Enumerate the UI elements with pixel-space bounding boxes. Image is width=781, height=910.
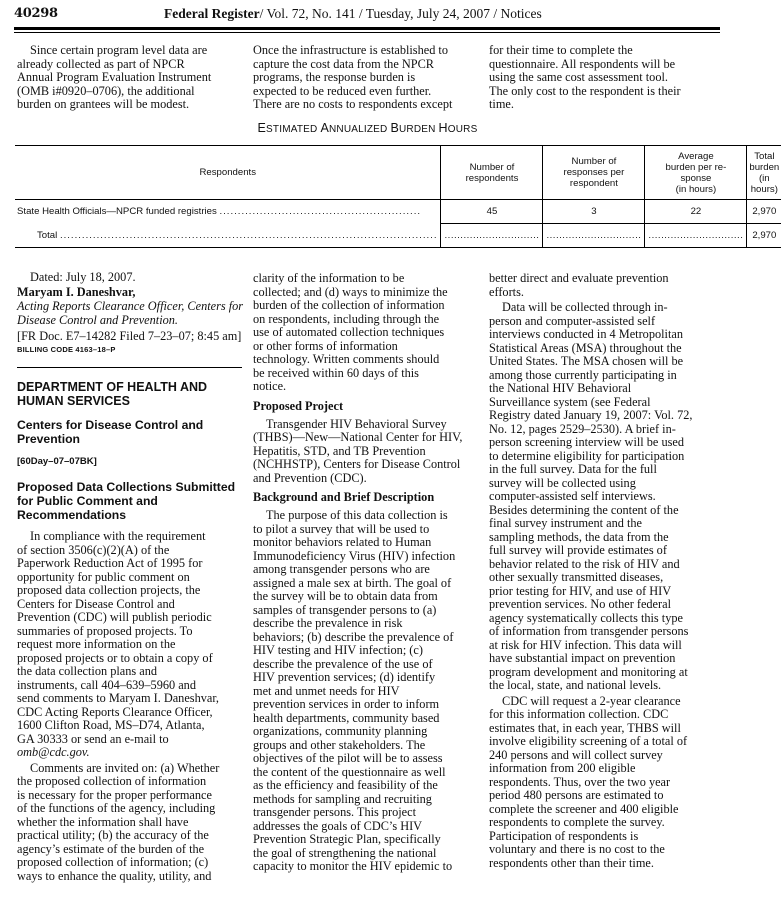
text-line: voluntary and there is no cost to the — [489, 842, 665, 856]
text-line: samples of transgender persons to (a) — [253, 602, 437, 617]
text-line: have substantial impact on prevention — [489, 651, 676, 665]
heading-proposed-project: Proposed Project — [253, 398, 344, 413]
top-column-3 — [489, 44, 719, 112]
text-line: met and unmet needs for HIV — [253, 683, 400, 698]
billing-code: BILLING CODE 4163–18–P — [17, 345, 116, 354]
text-line: the data collection plans and — [17, 664, 157, 678]
text-line: other sexually transmitted diseases, — [489, 570, 664, 584]
text-line: groups and other stakeholders. The — [253, 737, 426, 752]
cell-total-number-of-respondents: .............................. — [441, 224, 543, 248]
text-line: United States. The MSA chosen will be — [489, 354, 684, 368]
text-line: Besides determining the content of the — [489, 502, 679, 517]
text-line: prevention services in order to inform — [253, 697, 440, 711]
text-line: use of automated collection techniques — [253, 325, 445, 339]
text-line: time. — [489, 97, 514, 111]
header-rule-thick — [14, 27, 720, 30]
text-line: Prevention (CDC) will publish periodic — [17, 610, 212, 624]
text-line: as the efficiency and feasibility of the — [253, 778, 438, 792]
caption-initial: B — [390, 121, 399, 135]
text-line: describe the prevalence in risk — [253, 616, 403, 630]
text-line: send comments to Maryam I. Daneshvar, — [17, 691, 220, 705]
text-line: methods for sampling and recruiting — [253, 791, 432, 806]
paragraph-compliance — [17, 530, 247, 746]
text-line: burden on grantees will be modest. — [17, 97, 190, 111]
text-line: for their time to complete the — [489, 43, 633, 57]
text-line: at risk for HIV infection. This data will — [489, 637, 682, 652]
caption-initial: H — [438, 121, 448, 135]
cell-total-burden: 2,970 — [747, 200, 781, 224]
text-line: clarity of the information to be — [253, 271, 405, 285]
text-line: the local, state, and national levels. — [489, 678, 662, 692]
paragraph-project-description — [253, 418, 485, 486]
cell-total-burden-total: 2,970 — [747, 224, 781, 248]
text-line: HIV testing and HIV infection; (c) — [253, 643, 423, 657]
text-line: CDC Acting Reports Clearance Officer, — [17, 704, 213, 719]
text-line: is necessary for the proper performance — [17, 787, 212, 802]
cell-respondents: State Health Officials—NPCR funded registries ....................................................... — [17, 206, 422, 218]
page-header — [14, 3, 720, 33]
text-line: ways to enhance the quality, utility, and — [17, 868, 212, 883]
text-line: among those currently participating in — [489, 367, 677, 382]
text-line: Centers for Disease Control and — [17, 596, 175, 611]
text-line: The purpose of this data collection is — [266, 508, 448, 522]
text-line: in the full survey. Data for the full — [489, 462, 657, 476]
text-line: to pilot a survey that will be used to — [253, 521, 430, 536]
text-line: agency systematically collects this type — [489, 610, 683, 625]
table-header-row — [15, 146, 781, 200]
paragraph-comments-continued — [253, 272, 485, 394]
paragraph-data-collection — [489, 301, 721, 693]
heading-background: Background and Brief Description — [253, 490, 435, 504]
publication-name: Federal Register — [164, 6, 260, 21]
text-line: technology. Written comments should — [253, 352, 440, 366]
signer-name: Maryam I. Daneshvar, — [17, 285, 136, 299]
page-number: 40298 — [14, 6, 58, 21]
text-line: Prevention Strategic Plan, specifically — [253, 832, 441, 846]
cell-average-burden: 22 — [645, 200, 747, 224]
text-line: full survey will provide estimates of — [489, 543, 667, 557]
text-line: proposed data collection projects, the — [17, 583, 201, 597]
text-line: complete the screener and 400 eligible — [489, 801, 679, 816]
text-line: respondents. Thus, over the two year — [489, 774, 671, 789]
email-link[interactable]: omb@cdc.gov. — [17, 745, 90, 759]
text-line: (OMB i#0920–0706), the additional — [17, 83, 195, 98]
text-line: the National HIV Behavioral — [489, 381, 632, 395]
text-line: expected to be reduced even further. — [253, 83, 432, 98]
cell-responses-per-respondent: 3 — [543, 200, 645, 224]
text-line: and Prevention (CDC). — [253, 470, 367, 485]
text-line: objectives of the pilot will be to assess — [253, 751, 443, 765]
text-line: to determine eligibility for participation — [489, 448, 685, 463]
text-line: information from 200 eligible — [489, 761, 636, 775]
text-line: Participation of respondents is — [489, 828, 639, 843]
text-line: respondents to complete the survey. — [489, 815, 665, 829]
text-line: request more information on the — [17, 637, 176, 651]
text-line: person screening interview will be used — [489, 435, 684, 449]
subagency-name: Centers for Disease Control and Prevention — [17, 418, 204, 446]
caption-smallcaps: OURS — [447, 124, 478, 135]
text-line: 240 persons and will collect survey — [489, 747, 663, 762]
header-respondents: Respondents — [15, 146, 441, 200]
text-line: summaries of proposed projects. To — [17, 623, 193, 638]
text-line: on respondents, including through the — [253, 311, 440, 326]
signer-title-line-1: Acting Reports Clearance Officer, Centers for — [17, 299, 244, 313]
text-line: monitor behaviors related to Human — [253, 535, 432, 549]
text-line: Paperwork Reduction Act of 1995 for — [17, 556, 203, 570]
caption-smallcaps: STIMATED — [266, 124, 321, 135]
column-3-body — [489, 272, 721, 870]
text-line: sampling methods, the data from the — [489, 529, 669, 544]
text-line: Data will be collected through in- — [502, 300, 668, 314]
text-line: estimates that, in each year, THBS will — [489, 720, 681, 735]
text-line: period 480 persons are estimated to — [489, 788, 664, 802]
text-line: the proposed collection of information — [17, 774, 207, 788]
column-1-body — [17, 530, 247, 883]
text-line: Transgender HIV Behavioral Survey — [266, 416, 447, 431]
burden-hours-table — [15, 145, 781, 248]
notice-title: Proposed Data Collections Submitted for Public Comment and Recommendations — [17, 479, 236, 522]
text-line: already collected as part of NPCR — [17, 56, 185, 71]
text-line: prevention services. No other federal — [489, 597, 671, 611]
text-line: 1600 Clifton Road, MS–D74, Atlanta, — [17, 718, 205, 732]
text-line: Comments are invited on: (a) Whether — [30, 760, 220, 775]
running-title — [164, 6, 542, 22]
cell-total-label: Total ....................................................................................................... — [15, 224, 441, 248]
column-2-body — [253, 272, 485, 874]
paragraph-efforts — [489, 272, 721, 299]
text-line: person and computer-assisted self — [489, 313, 656, 328]
text-line: describe the prevalence of the use of — [253, 656, 433, 671]
volume-info: / Vol. 72, No. 141 / Tuesday, July 24, 2007 / Notices — [259, 6, 542, 21]
text-line: Since certain program level data are — [30, 43, 208, 57]
caption-smallcaps: NNUALIZED — [329, 124, 391, 135]
text-line: Registry dated January 19, 2007: Vol. 72, — [489, 408, 693, 422]
text-line: interviews conducted in 4 Metropolitan — [489, 327, 683, 341]
text-line: Immunodeficiency Virus (HIV) infection — [253, 548, 456, 563]
text-line: for this information collection. CDC — [489, 707, 669, 721]
paragraph-comments-invited — [17, 762, 247, 884]
text-line: better direct and evaluate prevention — [489, 271, 669, 285]
text-line: questionnaire. All respondents will be — [489, 56, 676, 71]
text-line: the content of the questionnaire as well — [253, 764, 446, 779]
text-line: transgender persons. This project — [253, 805, 417, 819]
text-line: the survey will be to obtain data from — [253, 589, 438, 603]
header-total-burden: Total burden (in hours) — [747, 146, 781, 200]
text-line: Surveillance system (see Federal — [489, 394, 651, 409]
top-column-1 — [17, 44, 245, 112]
table-total-row — [15, 224, 781, 248]
text-line: addresses the goals of CDC’s HIV — [253, 818, 423, 833]
header-rule-thin — [14, 32, 720, 33]
section-divider — [17, 367, 242, 368]
agency-name: DEPARTMENT OF HEALTH AND HUMAN SERVICES — [17, 380, 208, 408]
text-line: be received within 60 days of this — [253, 365, 419, 380]
text-line: efforts. — [489, 284, 524, 299]
text-line: practical utility; (b) the accuracy of the — [17, 828, 209, 842]
text-line: In compliance with the requirement — [30, 529, 206, 543]
text-line: survey will be collected using — [489, 475, 636, 490]
text-line: GA 30333 or send an e-mail to — [17, 731, 169, 746]
text-line: Once the infrastructure is established to — [253, 43, 448, 57]
text-line: assigned a male sex at birth. The goal of — [253, 575, 452, 590]
text-line: health departments, community based — [253, 710, 440, 725]
caption-initial: A — [320, 121, 329, 135]
text-line: the goal of strengthening the national — [253, 845, 437, 860]
fr-doc-line: [FR Doc. E7–14282 Filed 7–23–07; 8:45 am] — [17, 329, 242, 343]
dated-line: Dated: July 18, 2007. — [30, 270, 136, 284]
text-line: agency’s estimate of the burden of the — [17, 841, 205, 856]
text-line: capacity to monitor the HIV epidemic to — [253, 859, 453, 873]
text-line: Statistical Areas (MSA) throughout the — [489, 340, 682, 355]
header-responses-per-respondent: Number of responses per respondent — [543, 146, 645, 200]
text-line: opportunity for public comment on — [17, 569, 190, 584]
text-line: involve eligibility screening of a total of — [489, 734, 688, 748]
paragraph-purpose — [253, 509, 485, 874]
cell-number-of-respondents: 45 — [441, 200, 543, 224]
text-line: Hepatitis, STD, and TB Prevention — [253, 443, 426, 458]
table-row — [15, 200, 781, 224]
text-line: (NCHHSTP), Centers for Disease Control — [253, 457, 461, 471]
text-line: collected; and (d) ways to minimize the — [253, 284, 448, 299]
header-average-burden: Average burden per re- sponse (in hours) — [645, 146, 747, 200]
text-line: CDC will request a 2-year clearance — [502, 693, 681, 708]
cell-total-responses-per-respondent: .............................. — [543, 224, 645, 248]
text-line: of information from transgender persons — [489, 624, 689, 638]
text-line: HIV prevention services; (d) identify — [253, 670, 436, 684]
text-line: instruments, call 404–639–5960 and — [17, 677, 196, 692]
text-line: whether the information shall have — [17, 814, 189, 829]
text-line: No. 12, pages 2529–2530). A brief in- — [489, 421, 676, 436]
paragraph-clearance — [489, 695, 721, 871]
text-line: program development and monitoring at — [489, 664, 688, 679]
table-caption — [0, 121, 735, 135]
notice-heading-block — [17, 380, 247, 522]
text-line: organizations, community planning — [253, 724, 428, 738]
text-line: capture the cost data from the NPCR — [253, 56, 434, 71]
docket-number: [60Day–07–07BK] — [17, 456, 97, 467]
text-line: (THBS)—New—National Center for HIV, — [253, 430, 463, 444]
text-line: or other forms of information — [253, 338, 398, 353]
header-number-of-respondents: Number of respondents — [441, 146, 543, 200]
text-line: proposed collection of information; (c) — [17, 855, 209, 869]
text-line: notice. — [253, 379, 287, 393]
text-line: respondents other than their time. — [489, 855, 654, 870]
text-line: burden of the collection of information — [253, 298, 445, 312]
text-line: There are no costs to respondents except — [253, 97, 453, 111]
caption-initial: E — [257, 121, 267, 135]
text-line: proposed projects or to obtain a copy of — [17, 650, 213, 665]
signer-title-line-2: Disease Control and Prevention. — [17, 312, 178, 327]
text-line: programs, the response burden is — [253, 70, 416, 84]
text-line: using the same cost assessment tool. — [489, 70, 668, 84]
signature-block — [17, 270, 247, 356]
text-line: The only cost to the respondent is their — [489, 83, 681, 98]
text-line: among transgender persons who are — [253, 562, 430, 576]
caption-smallcaps: URDEN — [399, 124, 439, 135]
text-line: Annual Program Evaluation Instrument — [17, 70, 212, 84]
text-line: prior testing for HIV, and use of HIV — [489, 583, 672, 598]
text-line: behavior related to the risk of HIV and — [489, 556, 680, 571]
text-line: of section 3506(c)(2)(A) of the — [17, 542, 170, 557]
text-line: of the functions of the agency, including — [17, 801, 216, 815]
text-line: final survey instrument and the — [489, 516, 642, 530]
top-column-2 — [253, 44, 483, 112]
text-line: computer-assisted self interviews. — [489, 489, 656, 503]
cell-total-average-burden: .............................. — [645, 224, 747, 248]
text-line: behaviors; (b) describe the prevalence of — [253, 629, 454, 644]
